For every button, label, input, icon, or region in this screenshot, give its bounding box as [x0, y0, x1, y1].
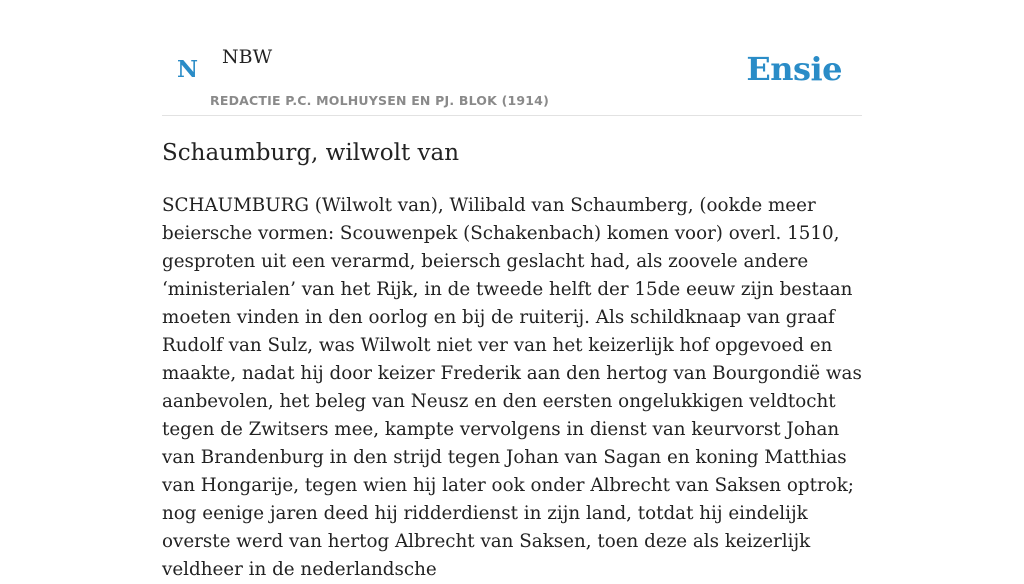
- page-title: Schaumburg, wilwolt van: [162, 140, 460, 166]
- page: [162, 0, 862, 580]
- source-subtitle: REDACTIE P.C. MOLHUYSEN EN PJ. BLOK (1914): [210, 93, 549, 108]
- source-logo[interactable]: N: [177, 56, 199, 83]
- brand-logo[interactable]: Ensie: [746, 50, 842, 88]
- header: [162, 0, 862, 116]
- article-body: SCHAUMBURG (Wilwolt van), Wilibald van Schaumberg, (ookde meer beiersche vormen: Scouwenpek (Schakenbach) komen voor) overl. 1510, gesproten uit een verarmd, beiersch geslacht had, als zoovele andere ‘ministerialen’ van het Rijk, in de tweede helft der 15de eeuw zijn bestaan moeten vinden in den oorlog en bij de ruiterij. Als schildknaap van graaf Rudolf van Sulz, was Wilwolt niet ver van het keizerlijk hof opgevoed en maakte, nadat hij door keizer Frederik aan den hertog van Bourgondië was aanbevolen, het beleg van Neusz en den eersten ongelukkigen veldtocht tegen de Zwitsers mee, kampte vervolgens in dienst van keurvorst Johan van Brandenburg in den strijd tegen Johan van Sagan en koning Matthias van Hongarije, tegen wien hij later ook onder Albrecht van Saksen optrok; nog eenige jaren deed hij ridderdienst in zijn land, totdat hij eindelijk overste werd van hertog Albrecht van Saksen, toen deze als keizerlijk veldheer in de nederlandsche: [162, 195, 862, 580]
- source-name[interactable]: NBW: [222, 46, 273, 68]
